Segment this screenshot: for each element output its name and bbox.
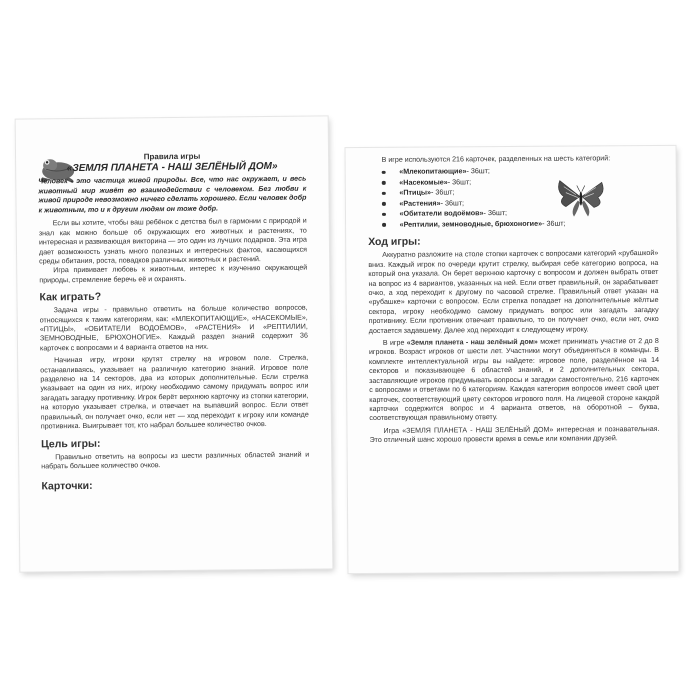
bullet-icon: [382, 213, 386, 217]
bullet-icon: [382, 181, 386, 185]
bullet-icon: [382, 202, 386, 206]
paragraph: В игре «Земля планета - наш зелёный дом» может принимать участие от 2 до 8 игроков. Возраст игроков от шести лет. Участники могут объединяться в команды. В комплекте интеллектуальной игры вы найдете: игровое поле, разделённое на 14 секторов и показывающее 6 областей знаний, и 2 дополнительных сектора, заставляющие игроков придумывать вопросы и загадки самостоятельно, 216 карточек с вопросами и ответами по 6 категориям. Каждая категория вопросов имеет свой цвет карточек, соответствующий цвету секторов игрового поля. На лицевой стороне каждой карточки содержится вопрос и 4 варианта ответов, на оборотной – буква, соответствующая правильному ответу.: [368, 337, 660, 423]
list-item: «Рептилии, земноводные, брюхоногие» - 36шт;: [368, 218, 658, 231]
goal-heading: Цель игры:: [40, 437, 101, 450]
cards-heading: Карточки:: [41, 480, 93, 493]
paragraph: Если вы хотите, чтобы ваш ребёнок с детства был в гармонии с природой и знал как можно больше об окружающих его животных и растениях, то интересная и развивающая викторина — это один из лучших подарков. Эта игра дает возможность узнать много полезных и интересных фактов, касающихся среды обитания, роста, повадков различных животных и растений.: [38, 216, 308, 266]
butterfly-illustration: [556, 176, 606, 218]
list-item: «Насекомые» - 36шт;: [368, 176, 658, 189]
game-move-heading: Ход игры:: [368, 236, 421, 249]
paragraph: Задача игры - правильно ответить на больше количество вопросов, относящихся к таким категориям, как: «МЛЕКОПИТАЮЩИЕ», «НАСЕКОМЫЕ», «ПТИЦЫ», «ОБИТАТЕЛИ ВОДОЁМОВ», «РАСТЕНИЯ» И «РЕПТИЛИИ, ЗЕМНОВОДНЫЕ, БРЮХОНОГИЕ». Каждый раздел знаний содержит 36 карточек с вопросами и 4 варианта ответов на них.: [39, 303, 308, 353]
category-list: [368, 165, 658, 230]
paragraph: Аккуратно разложите на столе стопки карточек с вопросами категорий «рубашкой» вниз. Каждый игрок по очереди крутит стрелку, выбирая себе категорию вопроса, на который она указала. Он берет верхнюю карточку с вопросом и должен выбрать ответ на вопрос из 4 вариантов, указанных на ней. Если ответ правильный, он зарабатывает очко, а ход переходит к другому по часовой стрелке. Правильный ответ указан на «рубашке» карточки с вопросом. Если стрелка попадает на дополнительные жёлтые сектора, игроку необходимо самому придумать вопрос или загадать загадку противнику. Если противник отвечает правильно, то он получает очко, если нет, очко достается задавшему. Далее ход переходит к следующему игроку.: [368, 249, 659, 335]
bullet-icon: [382, 223, 386, 227]
paragraph: Игра «ЗЕМЛЯ ПЛАНЕТА - НАШ ЗЕЛЁНЫЙ ДОМ» интересная и познавательная. Это отличный шанс хорошо провести время в семье или компании друзей.: [369, 424, 660, 445]
bullet-icon: [382, 171, 386, 175]
rules-title: Правила игры: [143, 151, 201, 162]
left-page: [16, 116, 333, 571]
how-to-play-heading: Как играть?: [39, 290, 102, 304]
intro-text: Человек - это частица живой природы. Все, что нас окружает, и весь животный мир живёт во взаимодействии с человеком. Без любви к живой природе невозможно ничего сделать хорошего. Если человек добр к животным, то и к другим людям он тоже добр.: [38, 174, 307, 215]
paragraph: Правильно ответить на вопросы из шести различных областей знаний и набрать большее количество очков.: [41, 450, 310, 471]
game-title: «ЗЕМЛЯ ПЛАНЕТА - НАШ ЗЕЛЁНЫЙ ДОМ»: [66, 160, 278, 175]
right-page: [346, 146, 679, 573]
list-item: «Обитатели водоёмов» - 36шт;: [368, 207, 658, 220]
paragraph: Игра прививает любовь к животным, интерес к изучению окружающей природы, стремление беречь её и охранять.: [39, 264, 308, 285]
bullet-icon: [382, 192, 386, 196]
list-item: «Растения» - 36шт;: [368, 197, 658, 210]
list-item: «Млекопитающие» - 36шт;: [368, 165, 658, 178]
cards-intro: В игре используются 216 карточек, разделенных на шесть категорий:: [381, 154, 611, 164]
paragraph: Начиная игру, игроки крутят стрелку на игровом поле. Стрелка, останавливаясь, указывает на различную категорию знаний. Игровое поле разделено на 14 секторов, два из которых дополнительные. Если стрелка указывает на один из них, игроку необходимо самому придумать вопрос или загадать загадку противнику. Игрок берёт верхнюю карточку из стопки категории, на которую указывает стрелка, и отвечает на выпавший вопрос. Если ответ правильный, он получает очко, если нет — ход переходит к игроку или команде противника. Выигрывает тот, кто набрал большее количество очков.: [40, 353, 309, 431]
list-item: «Птицы» - 36шт;: [368, 186, 658, 199]
